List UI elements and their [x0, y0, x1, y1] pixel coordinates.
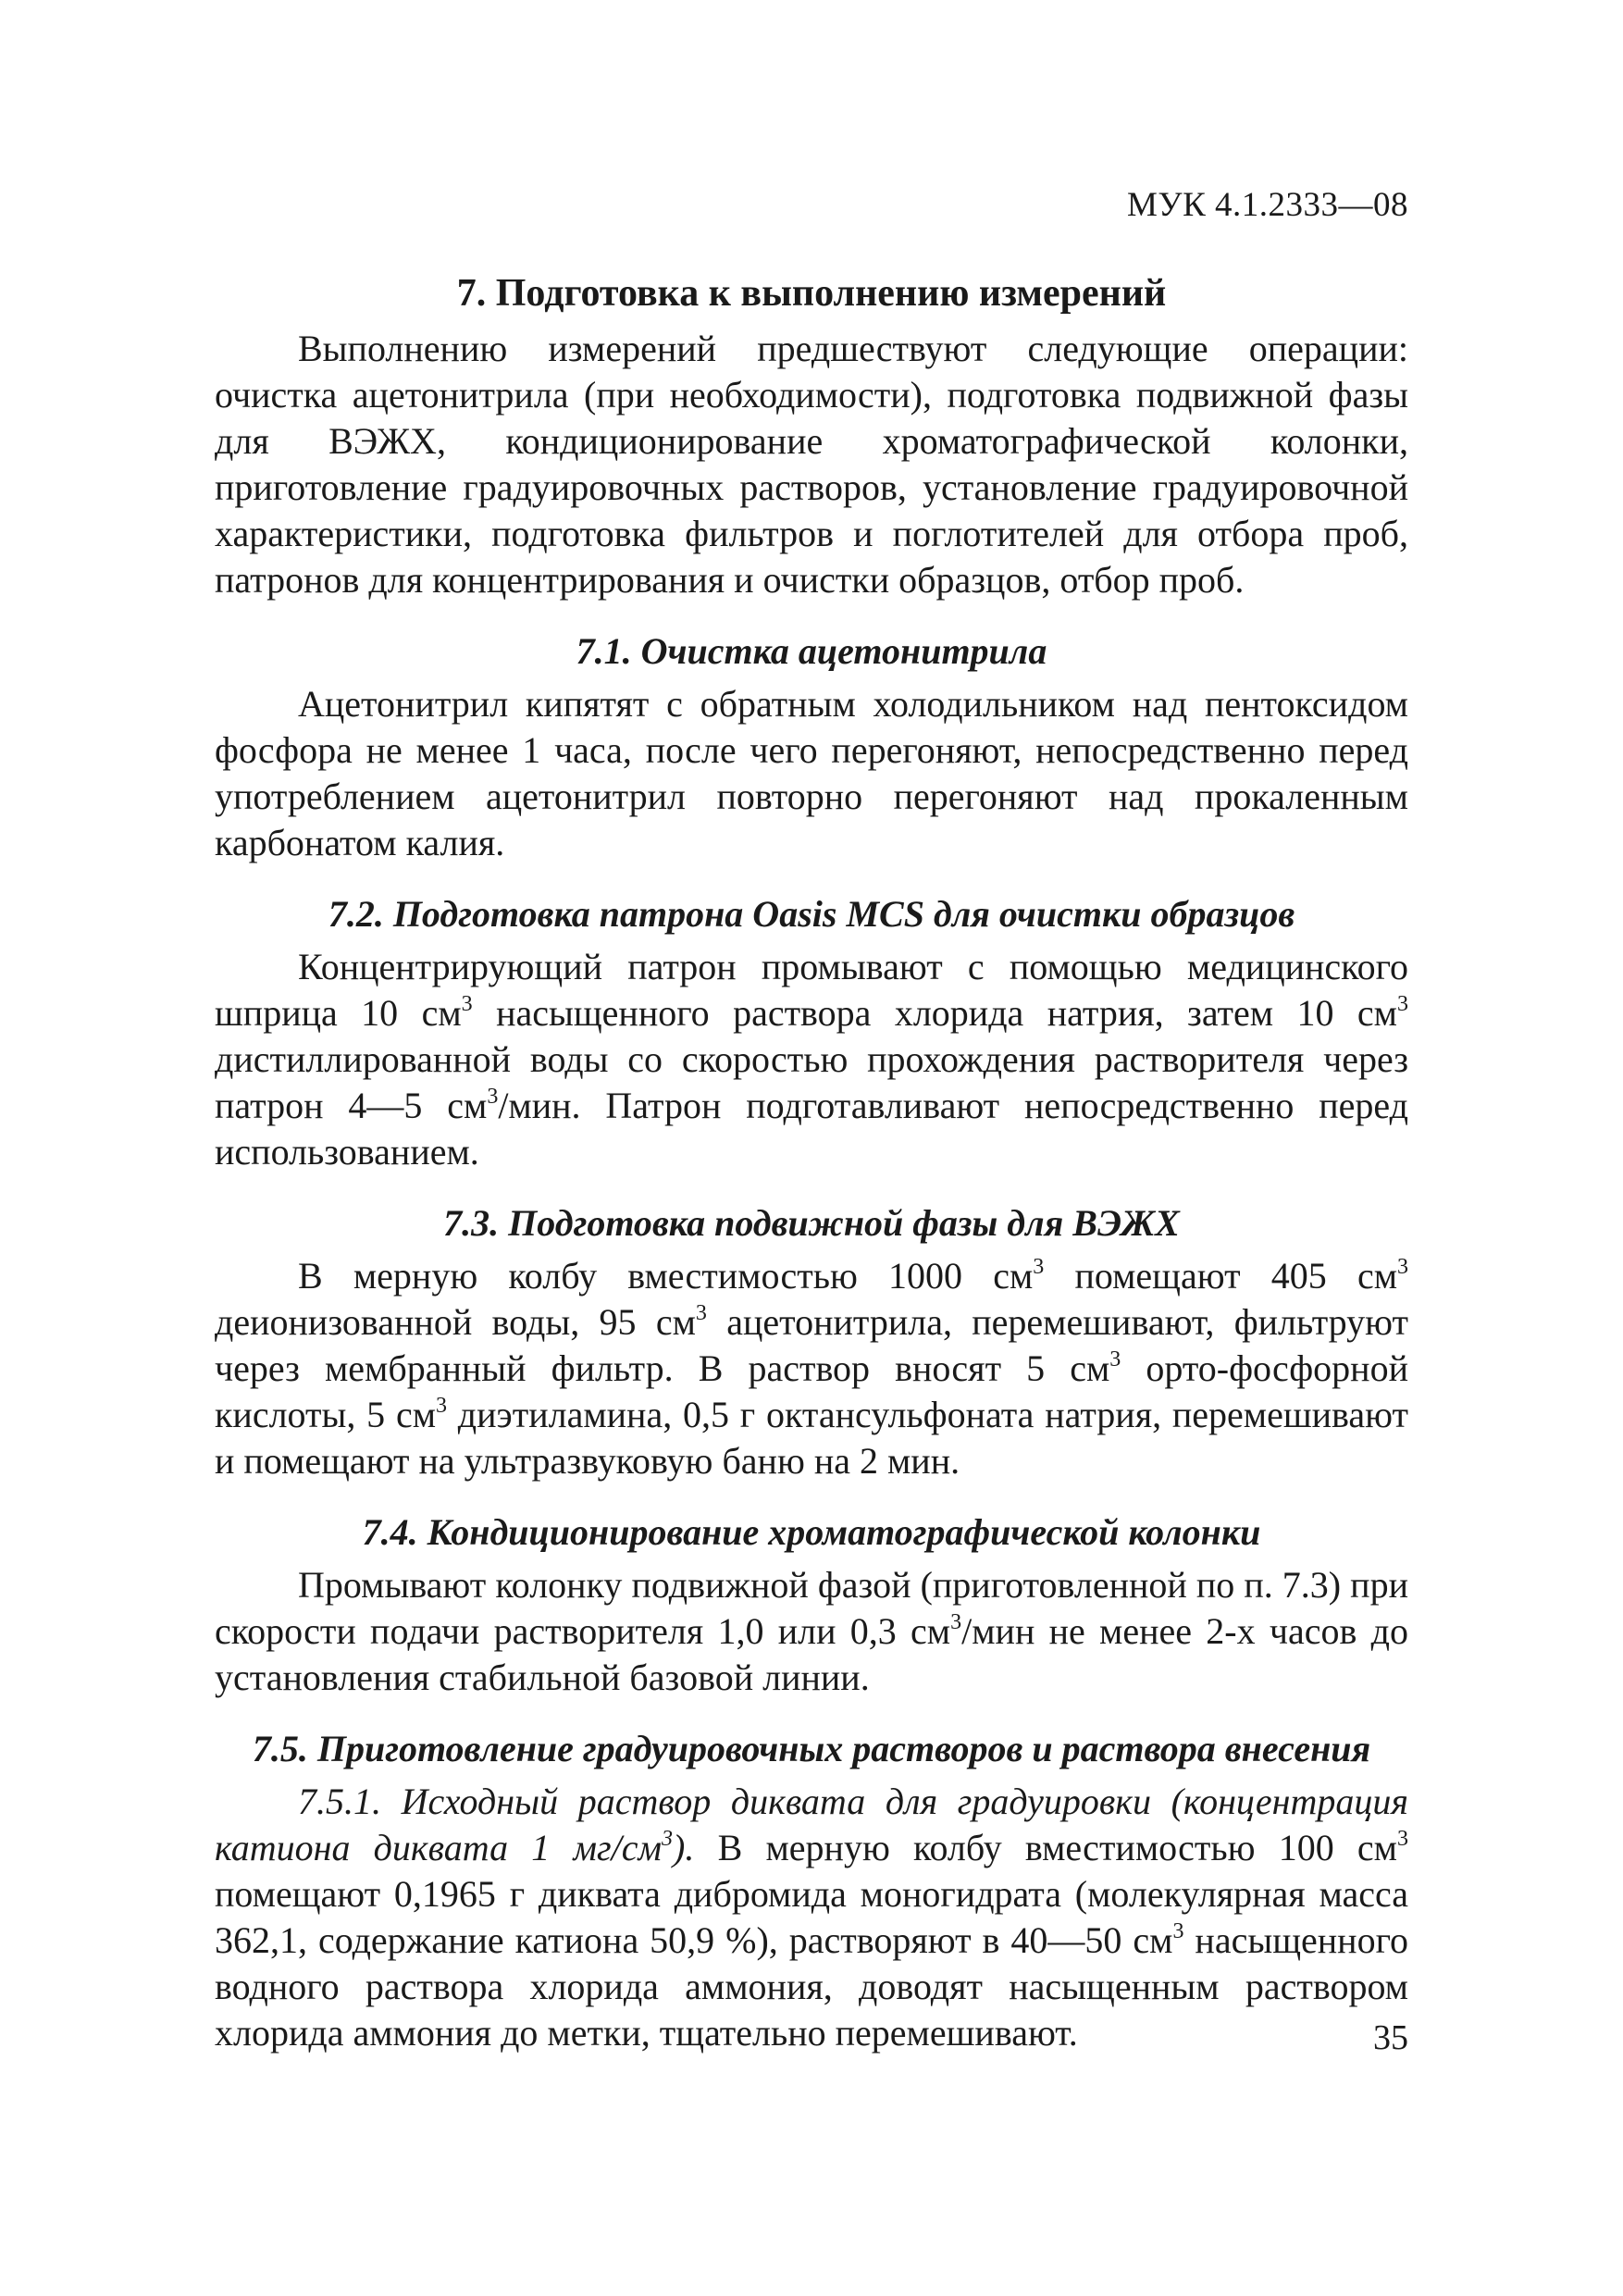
section-7-2-text: Концентрирующий патрон промывают с помощью медицинского шприца 10 $см^3$ насыщенного раствора хлорида натрия, затем 10 $см^3$ дистиллированной воды со скоростью прохождения растворителя через патрон 4—5 $см^3$/мин. Патрон подготавливают непосредственно перед использованием. [215, 946, 1408, 1173]
section-7-3-title: 7.3. Подготовка подвижной фазы для ВЭЖХ [443, 1202, 1180, 1244]
section-7-4-title: 7.4. Кондиционирование хроматографической колонки [362, 1511, 1261, 1553]
page-content [215, 268, 1408, 2056]
section-7-3-text: В мерную колбу вместимостью 1000 $см^3$ помещают 405 $см^3$ деионизованной воды, 95 $см^3$ ацетонитрила, перемешивают, фильтруют через мембранный фильтр. В раствор вносят 5 $см^3$ орто-фосфорной кислоты, 5 $см^3$ диэтиламина, 0,5 г октансульфоната натрия, перемешивают и помещают на ультразвуковую баню на 2 мин. [215, 1255, 1409, 1482]
document-code-header: МУК 4.1.2333—08 [1126, 186, 1408, 224]
section-7-1-title: 7.1. Очистка ацетонитрила [576, 630, 1047, 672]
section-7-intro: Выполнению измерений предшествуют следующие операции: очистка ацетонитрила (при необходимости), подготовка подвижной фазы для ВЭЖХ, кондиционирование хроматографической колонки, приготовление градуировочных растворов, установление градуировочной характеристики, подготовка фильтров и поглотителей для отбора проб, патронов для концентрирования и очистки образцов, отбор проб. [215, 328, 1408, 601]
section-7-1-text: Ацетонитрил кипятят с обратным холодильником над пентоксидом фосфора не менее 1 часа, после чего перегоняют, непосредственно перед употреблением ацетонитрил повторно перегоняют над прокаленным карбонатом калия. [215, 683, 1408, 863]
section-7-title: 7. Подготовка к выполнению измерений [456, 272, 1167, 315]
section-7-2-title: 7.2. Подготовка патрона Oasis MCS для очистки образцов [328, 893, 1295, 935]
section-7-5-title: 7.5. Приготовление градуировочных растворов и раствора внесения [252, 1728, 1371, 1769]
page-number: 35 [1373, 2018, 1408, 2057]
section-7-4-text: Промывают колонку подвижной фазой (приготовленной по п. 7.3) при скорости подачи растворителя 1,0 или 0,3 $см^3$/мин не менее 2-х часов до установления стабильной базовой линии. [215, 1564, 1408, 1698]
section-7-5-1-text: 7.5.1. Исходный раствор диквата для градуировки (концентрация катиона диквата 1 $мг/см^3$). В мерную колбу вместимостью 100 $см^3$ помещают 0,1965 г диквата дибромида моногидрата (молекулярная масса 362,1, содержание катиона 50,9 %), растворяют в 40—50 $см^3$ насыщенного водного раствора хлорида аммония, доводят насыщенным раствором хлорида аммония до метки, тщательно перемешивают. [215, 1781, 1408, 2054]
